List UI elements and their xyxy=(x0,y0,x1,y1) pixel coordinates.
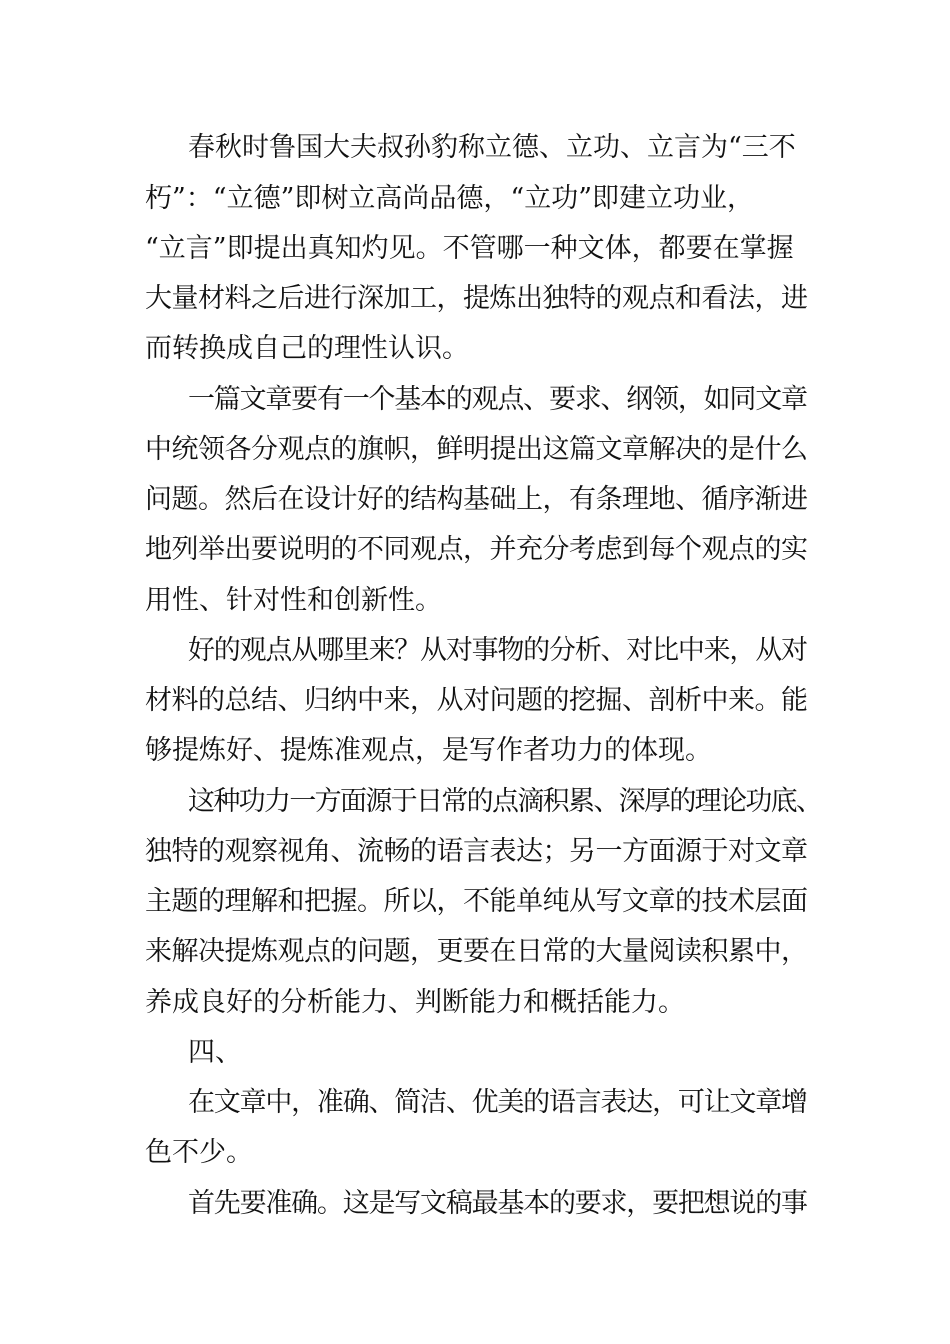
section-heading: 四、 xyxy=(188,1037,242,1068)
text-line: 色不少。 xyxy=(145,1137,253,1168)
text-line: 地列举出要说明的不同观点，并充分考虑到每个观点的实 xyxy=(145,534,808,565)
text-line: 主题的理解和把握。所以，不能单纯从写文章的技术层面 xyxy=(145,886,808,917)
text-line: 在文章中，准确、简洁、优美的语言表达，可让文章增 xyxy=(188,1087,807,1118)
text-line: 好的观点从哪里来？从对事物的分析、对比中来，从对 xyxy=(188,635,807,666)
text-line: 养成良好的分析能力、判断能力和概括能力。 xyxy=(145,987,685,1018)
text-line: 朽”：“立德”即树立高尚品德，“立功”即建立功业， xyxy=(145,183,755,214)
text-line: 够提炼好、提炼准观点，是写作者功力的体现。 xyxy=(145,735,712,766)
text-line: 大量材料之后进行深加工，提炼出独特的观点和看法，进 xyxy=(145,283,808,314)
text-line: 材料的总结、归纳中来，从对问题的挖掘、剖析中来。能 xyxy=(145,685,808,716)
text-line: 独特的观察视角、流畅的语言表达；另一方面源于对文章 xyxy=(145,836,808,867)
text-line: 问题。然后在设计好的结构基础上，有条理地、循序渐进 xyxy=(145,484,808,515)
text-line: 中统领各分观点的旗帜，鲜明提出这篇文章解决的是什么 xyxy=(145,434,808,465)
text-line: “立言”即提出真知灼见。不管哪一种文体，都要在掌握 xyxy=(145,233,794,264)
text-line: 而转换成自己的理性认识。 xyxy=(145,333,469,364)
text-line: 来解决提炼观点的问题，更要在日常的大量阅读积累中， xyxy=(145,936,808,967)
text-line: 春秋时鲁国大夫叔孙豹称立德、立功、立言为“三不 xyxy=(188,132,796,163)
text-line: 用性、针对性和创新性。 xyxy=(145,585,442,616)
text-line: 一篇文章要有一个基本的观点、要求、纲领，如同文章 xyxy=(188,384,807,415)
text-line: 首先要准确。这是写文稿最基本的要求，要把想说的事 xyxy=(188,1188,807,1219)
text-line: 这种功力一方面源于日常的点滴积累、深厚的理论功底、 xyxy=(188,786,822,817)
